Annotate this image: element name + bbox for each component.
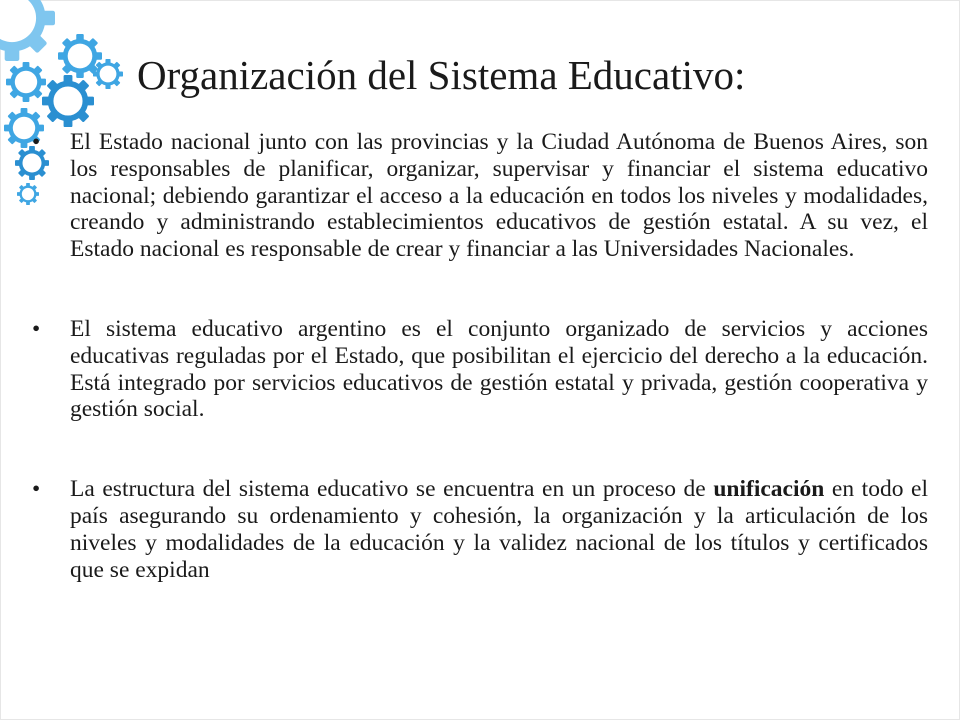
- bullet-item-definition: [30, 316, 928, 423]
- gear-upper-right-icon: [58, 34, 102, 78]
- bullet-text: El sistema educativo argentino es el conjunto organizado de servicios y acciones educativas reguladas por el Estado, que posibilitan el ejercicio del derecho a la educación. Está integrado por servicios educativos de gestión estatal y privada, gestión cooperativa y gestión social.: [70, 315, 928, 423]
- bullet-marker: •: [32, 129, 41, 155]
- slide-title: Organización del Sistema Educativo:: [137, 52, 746, 98]
- bullet-text-after: en todo el país asegurando su ordenamiento y cohesión, la organización y la articulación de los niveles y modalidades de la educación y la validez nacional de los títulos y certificados que se expidan: [70, 476, 929, 583]
- bullet-marker: •: [32, 476, 41, 503]
- bullet-text-before: La estructura del sistema educativo se encuentra en un proceso de: [70, 476, 714, 503]
- bullet-list: [30, 129, 928, 583]
- bullet-emphasis: unificación: [713, 476, 825, 503]
- bullet-item-responsibility: [30, 129, 928, 263]
- gear-tiny-right-icon: [93, 59, 123, 89]
- gear-middle-right-icon: [42, 75, 94, 127]
- bullet-marker: •: [32, 315, 41, 342]
- gear-large-icon: [0, 0, 55, 61]
- gear-middle-left-icon: [6, 62, 46, 102]
- bullet-item-structure: [30, 476, 928, 583]
- bullet-text: El Estado nacional junto con las provincias y la Ciudad Autónoma de Buenos Aires, son los responsables de planificar, organizar, supervisar y financiar el sistema educativo nacional; debiendo garantizar el acceso a la educación en todos los niveles y modalidades, creando y administrando establecimientos educativos de gestión estatal. A su vez, el Estado nacional es responsable de crear y financiar a las Universidades Nacionales.: [70, 129, 928, 263]
